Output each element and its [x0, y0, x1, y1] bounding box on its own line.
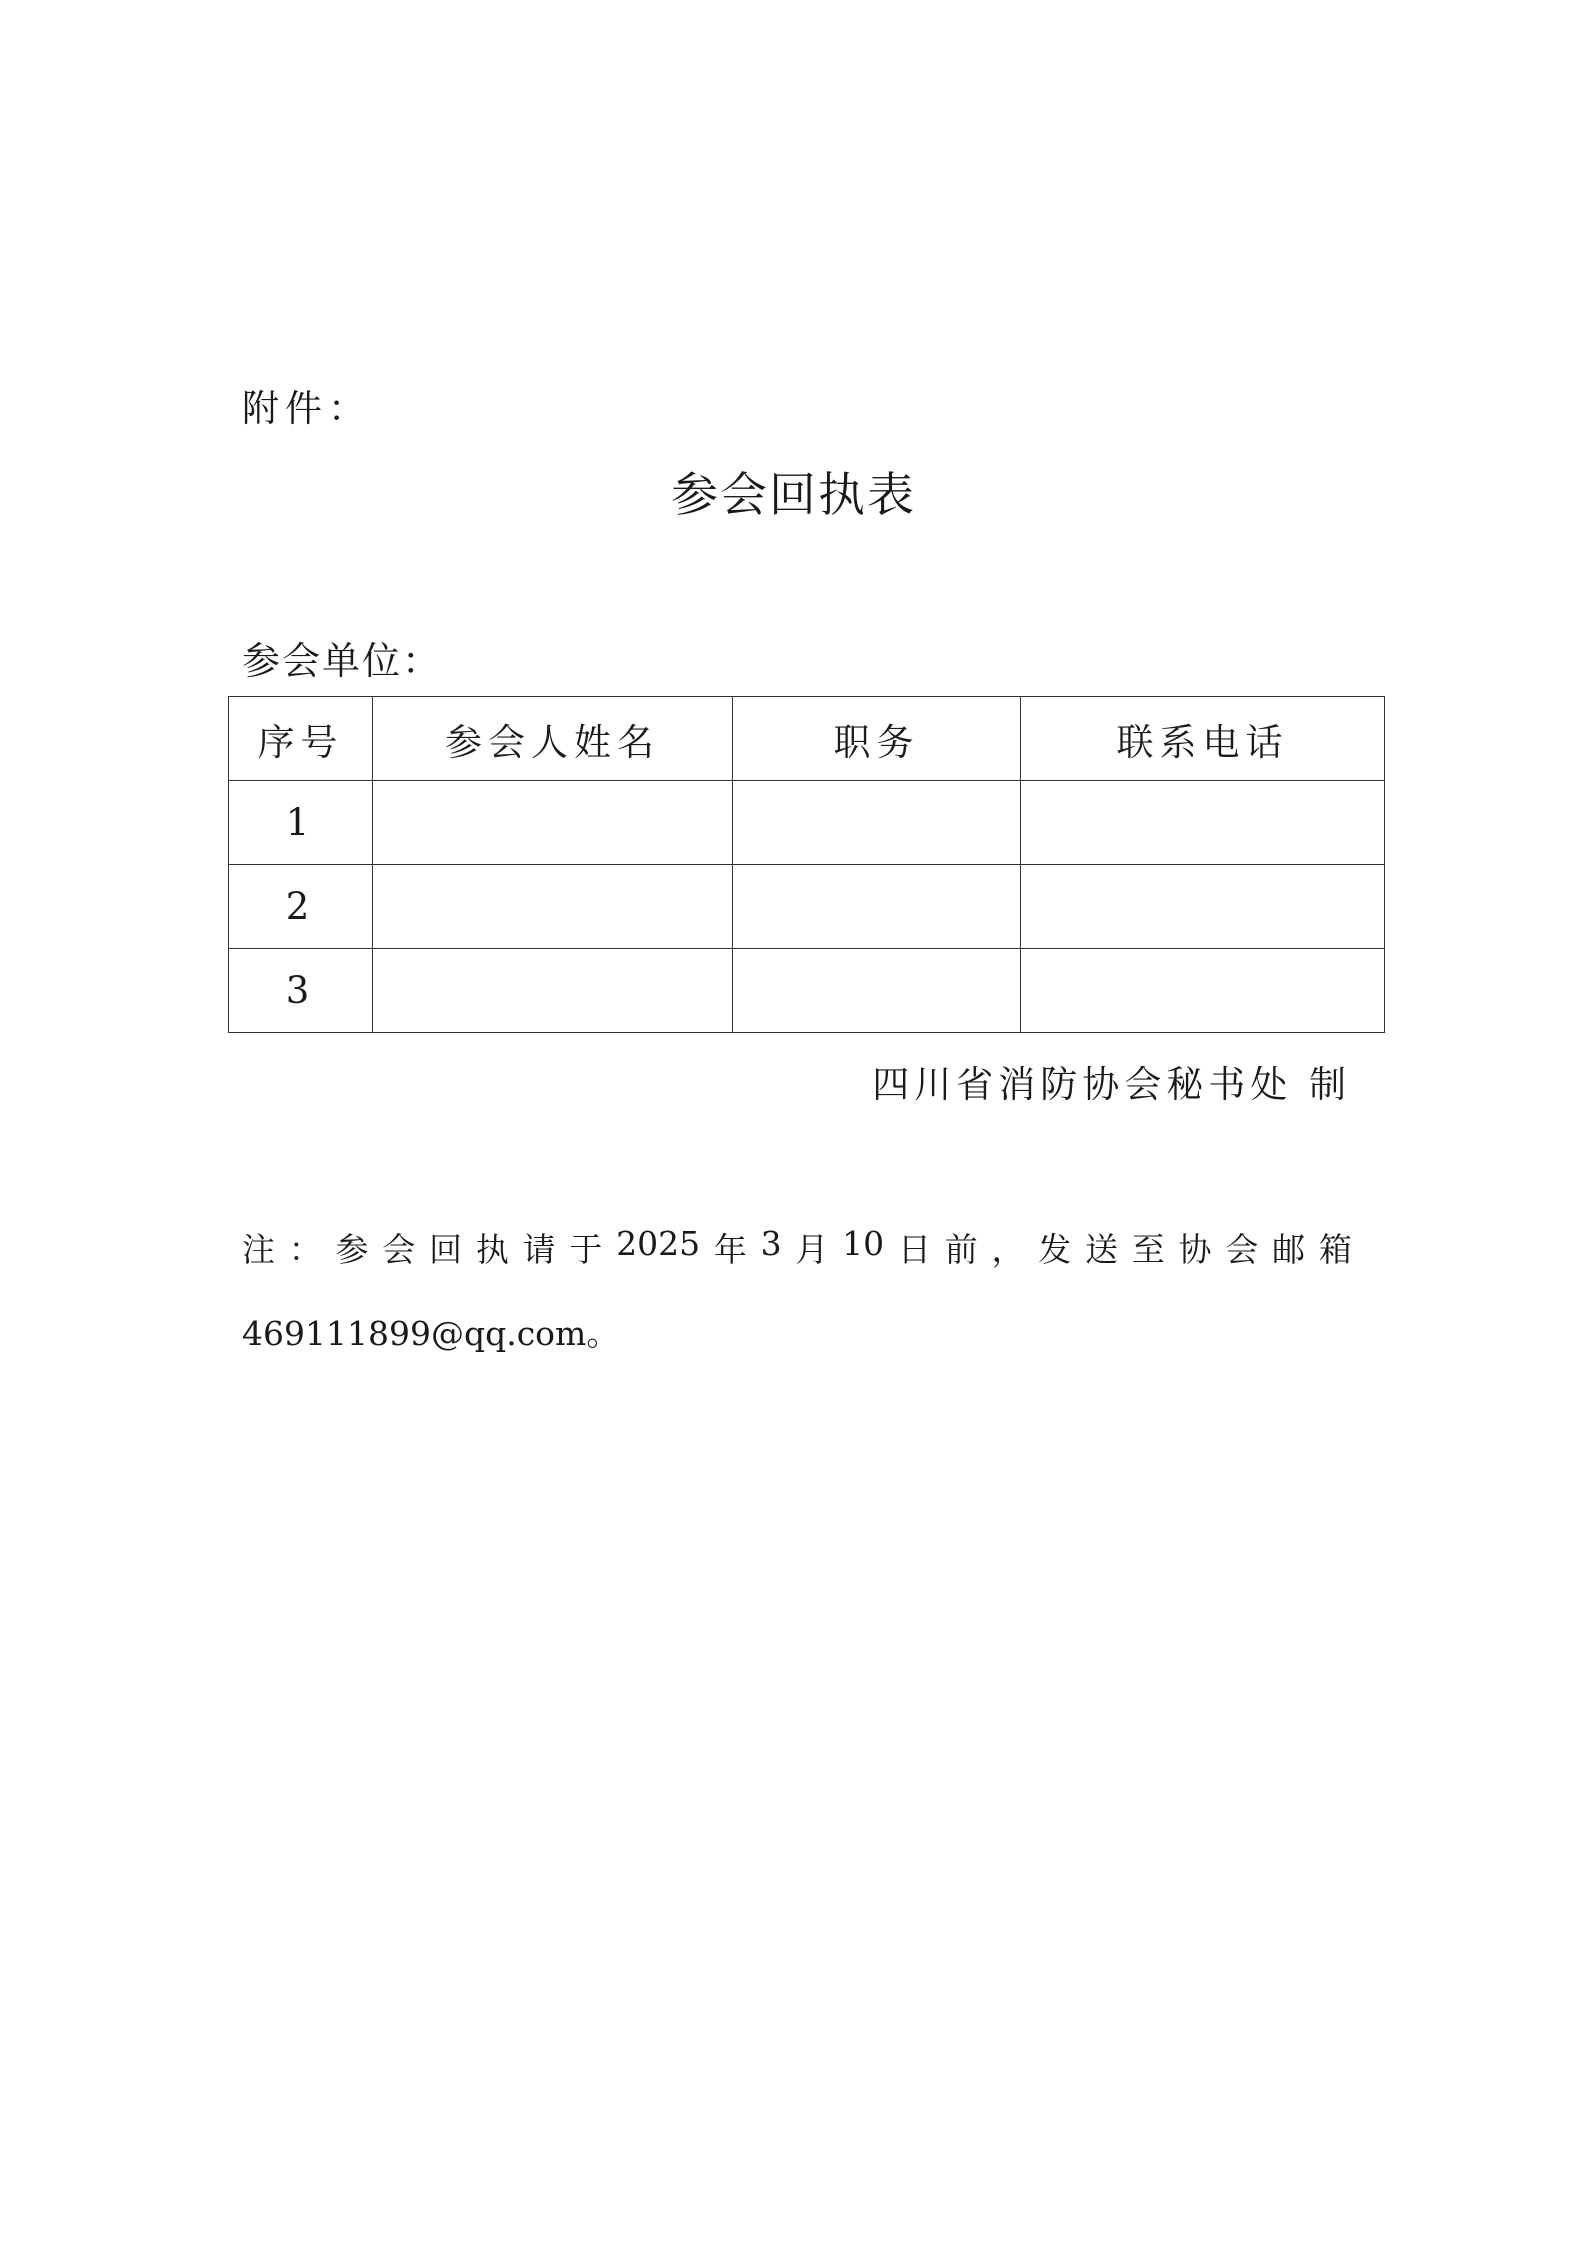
note-token: 日: [897, 1230, 931, 1269]
note-token: 2025: [616, 1224, 701, 1263]
header-position: 职务: [733, 697, 1021, 781]
issuer-signature: 四川省消防协会秘书处 制: [872, 1063, 1351, 1106]
cell-position[interactable]: [733, 949, 1021, 1033]
note-token: 月: [795, 1230, 829, 1269]
cell-seq: 1: [229, 781, 373, 865]
header-seq: 序号: [229, 697, 373, 781]
cell-attendee-name[interactable]: [373, 949, 733, 1033]
table-row: [229, 865, 1385, 949]
note-token: 3: [760, 1224, 782, 1263]
note-token: 回: [429, 1230, 463, 1269]
note-token: 于: [569, 1230, 603, 1269]
note-token: 邮: [1272, 1230, 1306, 1269]
note-token: 会: [382, 1230, 416, 1269]
note-token: ：: [288, 1230, 322, 1269]
note-text: [242, 1224, 1352, 1271]
cell-attendee-name[interactable]: [373, 865, 733, 949]
note-token: 前: [944, 1230, 978, 1269]
note-token: 箱: [1318, 1230, 1352, 1269]
header-phone: 联系电话: [1021, 697, 1385, 781]
attachment-label: 附件：: [242, 387, 371, 430]
cell-attendee-name[interactable]: [373, 781, 733, 865]
note-token: 参: [335, 1230, 369, 1269]
note-token: 协: [1178, 1230, 1212, 1269]
note-token: 至: [1131, 1230, 1165, 1269]
note-token: ，: [991, 1230, 1025, 1269]
note-email: 469111899@qq.com。: [242, 1314, 620, 1353]
note-token: 执: [475, 1230, 509, 1269]
note-token: 送: [1085, 1230, 1118, 1269]
cell-phone[interactable]: [1021, 949, 1385, 1033]
attending-unit-label: 参会单位：: [242, 639, 443, 683]
cell-seq: 2: [229, 865, 373, 949]
table-header-row: [229, 697, 1385, 781]
cell-position[interactable]: [733, 781, 1021, 865]
header-attendee-name: 参会人姓名: [373, 697, 733, 781]
note-token: 年: [713, 1230, 747, 1269]
receipt-table: [228, 696, 1385, 1033]
page-title: 参会回执表: [671, 468, 916, 523]
note-token: 10: [842, 1224, 885, 1263]
note-token: 请: [522, 1230, 556, 1269]
cell-position[interactable]: [733, 865, 1021, 949]
table-row: [229, 949, 1385, 1033]
cell-phone[interactable]: [1021, 865, 1385, 949]
cell-seq: 3: [229, 949, 373, 1033]
table-row: [229, 781, 1385, 865]
cell-phone[interactable]: [1021, 781, 1385, 865]
note-token: 注: [242, 1230, 275, 1269]
note-token: 会: [1225, 1230, 1259, 1269]
note-token: 发: [1038, 1230, 1072, 1269]
